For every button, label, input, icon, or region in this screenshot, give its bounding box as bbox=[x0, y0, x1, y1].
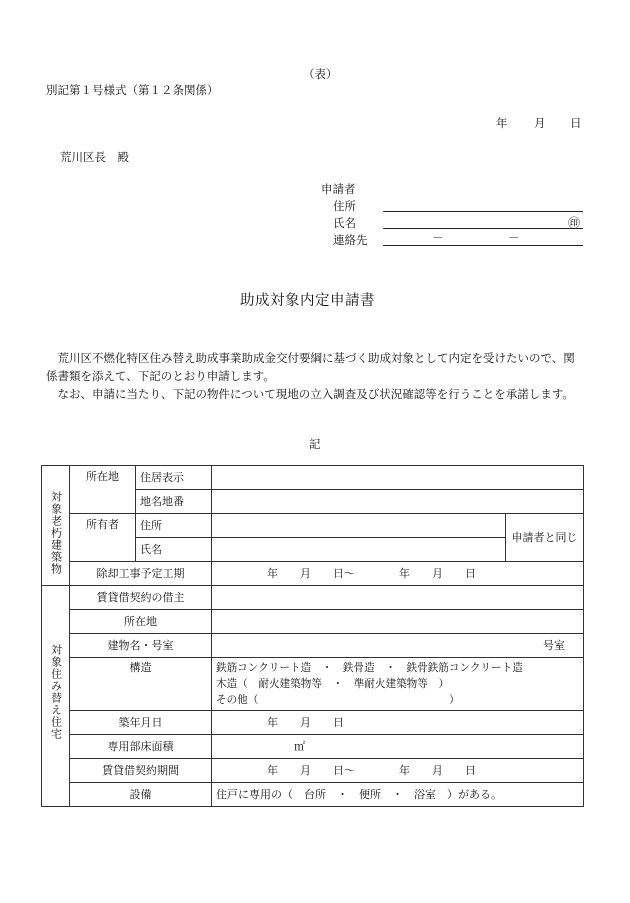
table-row bbox=[42, 610, 584, 634]
owner-label: 所有者 bbox=[70, 514, 136, 562]
date-year-label: 年 bbox=[496, 116, 508, 130]
location2-label: 所在地 bbox=[70, 610, 212, 634]
structure-line-2[interactable]: 木造（ 耐火建築物等 ・ 準耐火建築物等 ） bbox=[216, 678, 450, 690]
applicant-name-field[interactable] bbox=[383, 228, 583, 229]
lease-period-dates[interactable]: 年 月 日～ 年 月 日 bbox=[212, 759, 584, 783]
structure-line-3[interactable]: その他（ ） bbox=[216, 694, 460, 706]
applicant-contact-label: 連絡先 bbox=[333, 233, 368, 247]
equipment-label: 設備 bbox=[70, 783, 212, 807]
building-name-label: 建物名・号室 bbox=[70, 634, 212, 658]
demolition-dates[interactable]: 年 月 日～ 年 月 日 bbox=[212, 562, 584, 586]
owner-name-field[interactable] bbox=[212, 538, 506, 562]
equipment-options[interactable]: 住戸に専用の（ 台所 ・ 便所 ・ 浴室 ）がある。 bbox=[212, 783, 584, 807]
document-title: 助成対象内定申請書 bbox=[240, 293, 375, 309]
floor-area-label: 専用部床面積 bbox=[70, 735, 212, 759]
table-row bbox=[42, 466, 584, 490]
built-date-label: 築年月日 bbox=[70, 711, 212, 735]
demolition-label: 除却工事予定工期 bbox=[70, 562, 212, 586]
owner-address-field[interactable] bbox=[212, 514, 506, 538]
form-side-label: （表） bbox=[303, 67, 338, 81]
residence-display-label: 住居表示 bbox=[136, 466, 212, 490]
addressee: 荒川区長 殿 bbox=[60, 150, 129, 164]
location-label: 所在地 bbox=[70, 466, 136, 514]
date-day-label: 日 bbox=[570, 116, 582, 130]
contact-dash-2: － bbox=[508, 231, 520, 245]
table-row bbox=[42, 759, 584, 783]
location2-field[interactable] bbox=[212, 610, 584, 634]
table-row bbox=[42, 514, 584, 538]
table-row bbox=[42, 783, 584, 807]
lease-period-label: 賃貸借契約期間 bbox=[70, 759, 212, 783]
structure-label: 構造 bbox=[70, 658, 212, 711]
same-as-applicant: 申請者と同じ bbox=[506, 514, 584, 562]
contact-dash-1: － bbox=[432, 231, 444, 245]
table-row bbox=[42, 711, 584, 735]
table-row bbox=[42, 586, 584, 610]
residence-display-field[interactable] bbox=[212, 466, 584, 490]
owner-name-label: 氏名 bbox=[136, 538, 212, 562]
form-number: 別記第１号様式（第１２条関係） bbox=[46, 83, 219, 97]
lot-number-label: 地名地番 bbox=[136, 490, 212, 514]
floor-area-field[interactable]: ㎡ bbox=[212, 735, 584, 759]
applicant-address-label: 住所 bbox=[333, 199, 356, 213]
applicant-address-field[interactable] bbox=[383, 211, 583, 212]
applicant-contact-field[interactable] bbox=[383, 245, 583, 246]
ki-label: 記 bbox=[309, 437, 321, 451]
application-table bbox=[41, 465, 584, 807]
lessor-field[interactable] bbox=[212, 586, 584, 610]
body-paragraph-2: なお、申請に当たり、下記の物件について現地の立入調査及び状況確認等を行うことを承諾します。 bbox=[46, 387, 574, 401]
group-new-residence: 対象住み替え住宅 bbox=[42, 586, 70, 807]
group-old-building: 対象老朽建築物 bbox=[42, 466, 70, 586]
applicant-name-label: 氏名 bbox=[333, 216, 356, 230]
room-field[interactable]: 号室 bbox=[212, 634, 584, 658]
applicant-label: 申請者 bbox=[321, 182, 356, 196]
built-date-field[interactable]: 年 月 日 bbox=[212, 711, 584, 735]
table-row bbox=[42, 735, 584, 759]
owner-address-label: 住所 bbox=[136, 514, 212, 538]
date-month-label: 月 bbox=[534, 116, 546, 130]
seal-icon: ㊞ bbox=[568, 216, 581, 230]
table-row bbox=[42, 562, 584, 586]
body-paragraph-1: 荒川区不燃化特区住み替え助成事業助成金交付要綱に基づく助成対象として内定を受けたいので、関係書類を添えて、下記のとおり申請します。 bbox=[46, 351, 575, 383]
lessor-label: 賃貸借契約の借主 bbox=[70, 586, 212, 610]
lot-number-field[interactable] bbox=[212, 490, 584, 514]
table-row bbox=[42, 634, 584, 658]
structure-options[interactable] bbox=[212, 658, 584, 711]
table-row bbox=[42, 658, 584, 711]
structure-line-1[interactable]: 鉄筋コンクリート造 ・ 鉄骨造 ・ 鉄骨鉄筋コンクリート造 bbox=[216, 662, 523, 674]
